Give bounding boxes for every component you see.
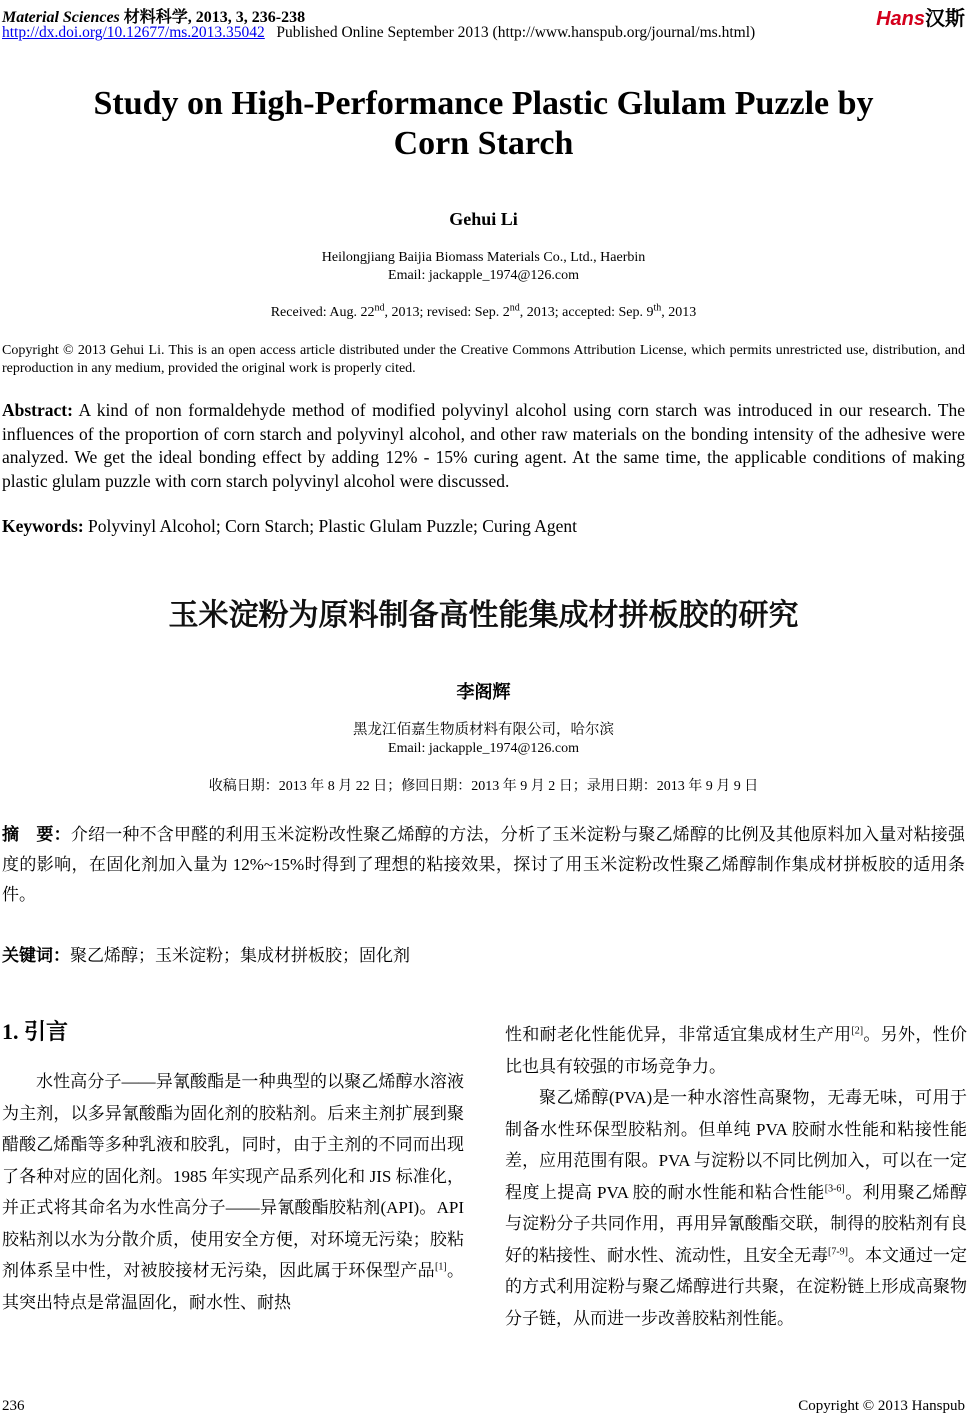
abstract-cn <box>2 820 965 910</box>
received-dates: Received: Aug. 22nd, 2013; revised: Sep. 2nd, 2013; accepted: Sep. 9th, 2013 <box>270 302 697 320</box>
page-number: 236 <box>2 1398 25 1414</box>
keywords-label: Keywords: <box>2 516 84 536</box>
body-paragraph: 性和耐老化性能优异，非常适宜集成材生产用[2]。另外，性价比也具有较强的市场竞争力。 <box>505 1025 967 1076</box>
author-en: Gehui Li <box>449 209 518 229</box>
keywords-cn-label: 关键词： <box>2 946 70 965</box>
journal-info: 材料科学, 2013, 3, 236-238 <box>119 9 306 26</box>
paper-title-en <box>0 84 967 164</box>
logo-cn: 汉斯 <box>925 8 965 30</box>
title-line: Corn Starch <box>393 125 574 162</box>
keywords-en <box>2 516 577 537</box>
published-info: Published Online September 2013 (http://www.hanspub.org/journal/ms.html) <box>276 24 756 41</box>
doi-line <box>2 24 755 42</box>
body-column-left <box>2 1066 464 1318</box>
paper-title-cn: 玉米淀粉为原料制备高性能集成材拼板胶的研究 <box>168 598 799 633</box>
doi-link[interactable]: http://dx.doi.org/10.12677/ms.2013.35042 <box>2 24 265 41</box>
email-en: Email: jackapple_1974@126.com <box>388 268 579 283</box>
abstract-label: Abstract: <box>2 400 73 420</box>
dates-cn: 收稿日期：2013 年 8 月 22 日；修回日期：2013 年 9 月 2 日；录用日期：2013 年 9 月 9 日 <box>208 779 759 794</box>
abstract-en <box>2 399 965 493</box>
journal-name: Material Sciences <box>2 9 120 26</box>
keywords-text: Polyvinyl Alcohol; Corn Starch; Plastic Glulam Puzzle; Curing Agent <box>83 516 578 536</box>
body-column-right <box>505 1019 967 1334</box>
abstract-text: A kind of non formaldehyde method of modified polyvinyl alcohol using corn starch was introduced in our research. The influences of the proportion of corn starch and polyvinyl alcohol, and other raw materials on the bonding intensity of the adhesive were analyzed. We get the ideal bonding effect by adding 12% - 15% curing agent. At the same time, the applicable conditions of making plastic glulam puzzle with corn starch polyvinyl alcohol were discussed. <box>2 400 965 491</box>
citation: [7-9] <box>828 1245 848 1257</box>
abstract-cn-text: 介绍一种不含甲醛的利用玉米淀粉改性聚乙烯醇的方法，分析了玉米淀粉与聚乙烯醇的比例及其他原料加入量对粘接强度的影响，在固化剂加入量为 12%~15%时得到了理想的粘接效果，探讨了用玉米淀粉改性聚乙烯醇制作集成材拼板胶的适用条件。 <box>2 825 966 904</box>
keywords-cn-text: 聚乙烯醇；玉米淀粉；集成材拼板胶；固化剂 <box>70 946 410 965</box>
abstract-cn-label: 摘 要： <box>2 825 71 844</box>
email-cn: Email: jackapple_1974@126.com <box>388 741 579 756</box>
footer-copyright: Copyright © 2013 Hanspub <box>798 1398 965 1414</box>
copyright-notice: Copyright © 2013 Gehui Li. This is an open access article distributed under the Creative Commons Attribution License, which permits unrestricted use, distribution, and reproduction in any medium, provided the original work is properly cited. <box>2 343 965 376</box>
keywords-cn <box>2 941 410 966</box>
body-paragraph: 聚乙烯醇(PVA)是一种水溶性高聚物，无毒无味，可用于制备水性环保型胶粘剂。但单纯 PVA 胶耐水性能和粘接性能差，应用范围有限。PVA 与淀粉以不同比例加入，可以在一定程度上提高 PVA 胶的耐水性能和粘合性能[3-6]。利用聚乙烯醇与淀粉分子共同作用，再用异氰酸酯交联，制得的胶粘剂有良好的粘接性、耐水性、流动性，且安全无毒[7-9]。本文通过一定的方式利用淀粉与聚乙烯醇进行共聚，在淀粉链上形成高聚物分子链，从而进一步改善胶粘剂性能。 <box>505 1088 967 1328</box>
citation: [2] <box>851 1025 864 1037</box>
body-paragraph: 水性高分子——异氰酸酯是一种典型的以聚乙烯醇水溶液为主剂，以多异氰酸酯为固化剂的胶粘剂。后来主剂扩展到聚醋酸乙烯酯等多种乳液和胶乳，同时，由于主剂的不同而出现了各种对应的固化剂。1985 年实现产品系列化和 JIS 标准化，并正式将其命名为水性高分子——异氰酸酯胶粘剂(API)。API 胶粘剂以水为分散介质，使用安全方便，对环境无污染；胶粘剂体系呈中性，对被胶接材无污染，因此属于环保型产品[1]。其突出特点是常温固化，耐水性、耐热 <box>2 1072 465 1312</box>
affiliation-cn: 黑龙江佰嘉生物质材料有限公司，哈尔滨 <box>353 722 614 738</box>
author-cn: 李阁辉 <box>456 682 511 702</box>
title-line: Study on High-Performance Plastic Glulam Puzzle by <box>93 85 874 122</box>
hans-logo <box>876 2 965 31</box>
affiliation-en: Heilongjiang Baijia Biomass Materials Co., Ltd., Haerbin <box>321 250 646 265</box>
logo-en: Hans <box>876 8 925 30</box>
section-heading: 1. 引言 <box>2 1019 69 1044</box>
citation: [1] <box>435 1261 447 1273</box>
citation: [3-6] <box>824 1182 845 1194</box>
